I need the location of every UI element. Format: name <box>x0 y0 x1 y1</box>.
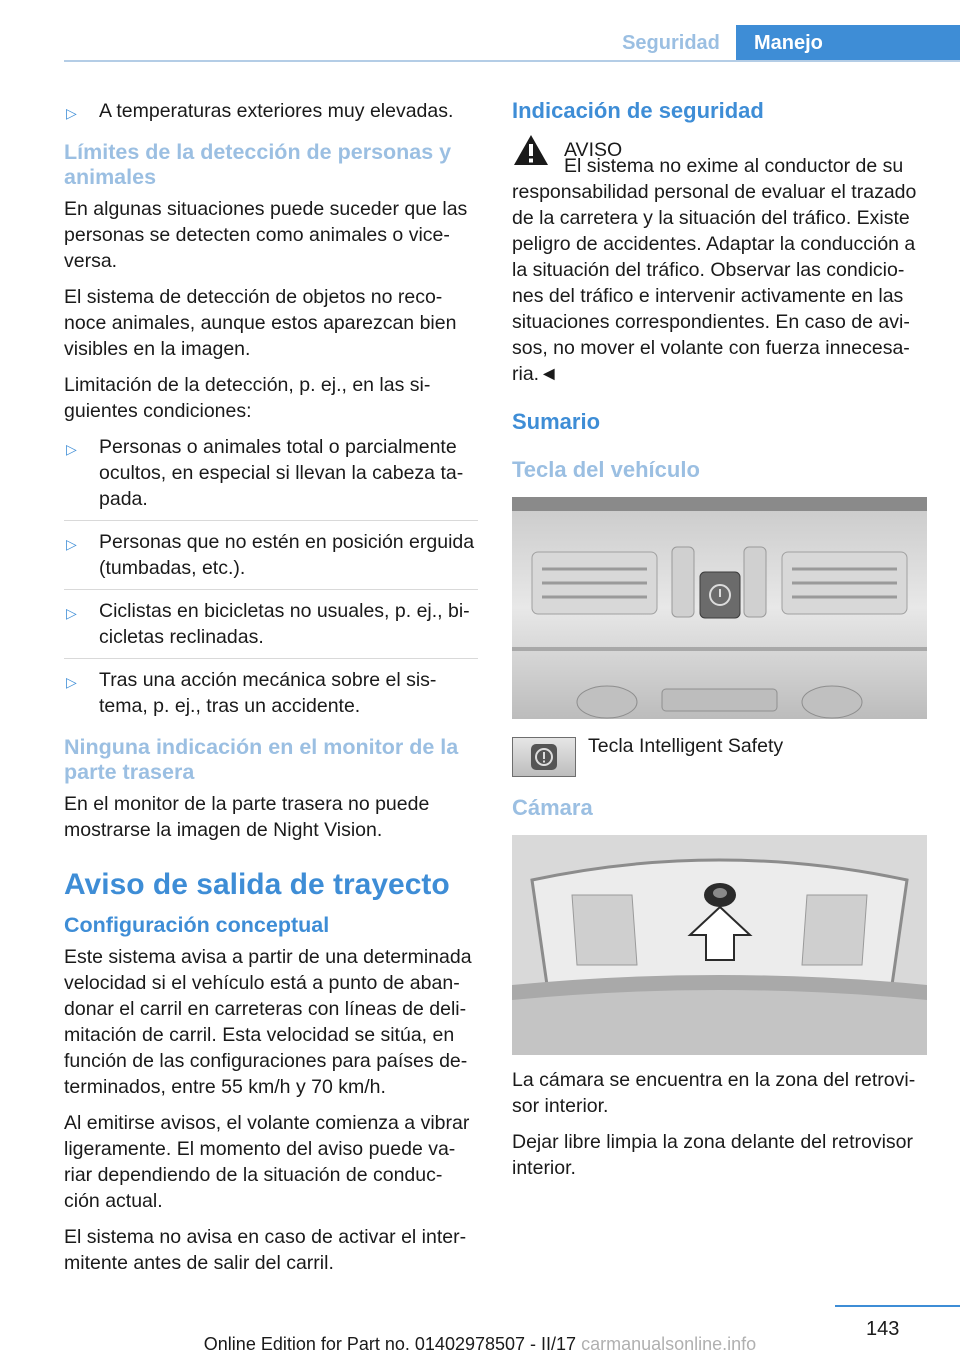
warning-label: AVISO <box>564 139 623 161</box>
watermark-text: carmanualsonline.info <box>581 1334 757 1354</box>
limits-heading: Límites de la detección de personas y animales <box>64 140 452 189</box>
key-heading: Tecla del vehículo <box>512 457 700 482</box>
right-column <box>512 98 927 1191</box>
list-item: ▷ A temperaturas exteriores muy elevadas. <box>64 98 478 124</box>
triangle-bullet-icon: ▷ <box>66 674 77 690</box>
list-item: ▷ Personas que no estén en posición erguida (tumbadas, etc.). <box>64 520 478 581</box>
camera-heading: Cámara <box>512 795 593 820</box>
intro-bullet-list <box>64 98 478 124</box>
key-caption-row <box>512 737 927 777</box>
concept-paragraph-1: Este sistema avisa a partir de una determinada velocidad si el vehículo está a punto de aban-donar el carril en carreteras con líneas de deli-mitación de carril. Esta velocidad se sitúa, en función de las configuraciones para países de-terminados, entre 55 km/h y 70 km/h. <box>64 946 472 1098</box>
edition-text: Online Edition for Part no. 01402978507 - II/17 <box>203 1334 577 1354</box>
list-item: ▷ Personas o animales total o parcialmente ocultos, en especial si llevan la cabeza ta-pada. <box>66 436 464 510</box>
limits-paragraph-2: El sistema de detección de objetos no reco-noce animales, aunque estos aparezcan bien visibles en la imagen. <box>64 286 457 360</box>
dashboard-button-photo <box>512 497 927 719</box>
key-caption: Tecla Intelligent Safety <box>588 735 784 757</box>
camera-paragraph-2: Dejar libre limpia la zona delante del retrovisor interior. <box>512 1131 914 1179</box>
limits-paragraph-1: En algunas situaciones puede suceder que las personas se detecten como animales o vice-versa. <box>64 198 468 272</box>
section-title: Aviso de salida de trayecto <box>64 868 450 901</box>
concept-heading: Configuración conceptual <box>64 913 330 937</box>
camera-photo <box>512 835 927 1055</box>
tab-manejo[interactable]: Manejo <box>736 25 960 61</box>
page-number: 143 <box>866 1318 900 1340</box>
camera-paragraph-1: La cámara se encuentra en la zona del retrovi-sor interior. <box>512 1069 916 1117</box>
tab-seguridad[interactable]: Seguridad <box>622 32 720 54</box>
summary-heading: Sumario <box>512 409 601 434</box>
monitor-paragraph: En el monitor de la parte trasera no puede mostrarse la imagen de Night Vision. <box>64 793 430 841</box>
intelligent-safety-key-icon <box>512 737 576 777</box>
limits-bullet-list <box>64 434 478 719</box>
left-column <box>64 98 478 1286</box>
header-divider <box>64 60 960 62</box>
warning-triangle-icon <box>512 133 550 167</box>
safety-heading: Indicación de seguridad <box>512 98 764 123</box>
triangle-bullet-icon: ▷ <box>66 441 77 457</box>
concept-paragraph-2: Al emitirse avisos, el volante comienza a vibrar ligeramente. El momento del aviso puede va-riar dependiendo de la situación de conduc-ción actual. <box>64 1112 470 1212</box>
footer <box>0 1334 960 1355</box>
limits-paragraph-3: Limitación de la detección, p. ej., en las si-guientes condiciones: <box>64 374 431 422</box>
concept-paragraph-3: El sistema no avisa en caso de activar el inter-mitente antes de salir del carril. <box>64 1226 467 1274</box>
list-item: ▷ Ciclistas en bicicletas no usuales, p. ej., bi-cicletas reclinadas. <box>64 589 478 650</box>
triangle-bullet-icon: ▷ <box>66 536 77 552</box>
list-item: ▷ Tras una acción mecánica sobre el sis-tema, p. ej., tras un accidente. <box>64 658 478 719</box>
warning-text: El sistema no exime al conductor de su responsabilidad personal de evaluar el trazado de la carretera y la situación del tráfico. Existe peligro de accidentes. Adaptar la conducción a la situación del tráfico. Observar las condicio-nes del tráfico e intervenir activamente en las situaciones correspondientes. En caso de avi-sos, no mover el volante con fuerza innecesa-ria.◄ <box>512 155 917 385</box>
page-number-rule <box>835 1305 960 1307</box>
triangle-bullet-icon: ▷ <box>66 105 77 121</box>
triangle-bullet-icon: ▷ <box>66 605 77 621</box>
monitor-heading: Ninguna indicación en el monitor de la parte trasera <box>64 735 459 784</box>
